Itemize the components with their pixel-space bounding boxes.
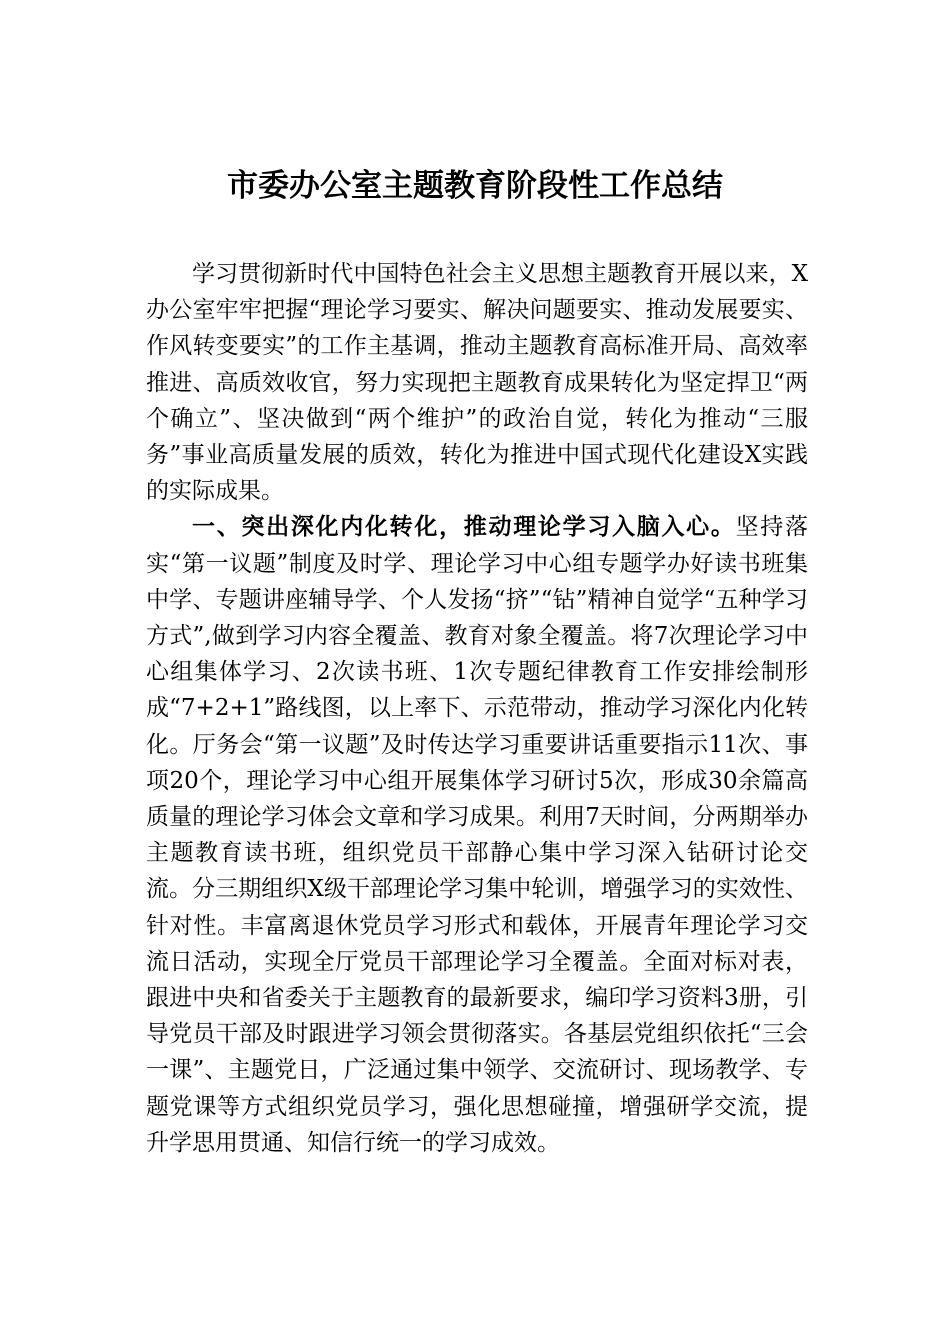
document-body [146, 256, 808, 1161]
section-one-text: 坚持落实“第一议题”制度及时学、理论学习中心组专题学办好读书班集中学、专题讲座辅导学、个人发扬“挤”“钻”精神自觉学“五种学习方式”,做到学习内容全覆盖、教育对象全覆盖。将7次理论学习中心组集体学习、2次读书班、1次专题纪律教育工作安排绘制形成“7+2+1”路线图，以上率下、示范带动，推动学习深化内化转化。厅务会“第一议题”及时传达学习重要讲话重要指示11次、事项20个，理论学习中心组开展集体学习研讨5次，形成30余篇高质量的理论学习体会文章和学习成果。利用7天时间，分两期举办主题教育读书班，组织党员干部静心集中学习深入钻研讨论交流。分三期组织X级干部理论学习集中轮训，增强学习的实效性、针对性。丰富离退休党员学习形式和载体，开展青年理论学习交流日活动，实现全厅党员干部理论学习全覆盖。全面对标对表，跟进中央和省委关于主题教育的最新要求，编印学习资料3册，引导党员干部及时跟进学习领会贯彻落实。各基层党组织依托“三会一课”、主题党日，广泛通过集中领学、交流研讨、现场教学、专题党课等方式组织党员学习，强化思想碰撞，增强研学交流，提升学思用贯通、知信行统一的学习成效。 [146, 514, 809, 1156]
section-one-heading: 一、突出深化内化转化，推动理论学习入脑入心。 [192, 514, 736, 541]
intro-paragraph [146, 256, 808, 509]
document-title: 市委办公室主题教育阶段性工作总结 [227, 168, 723, 204]
section-one-paragraph [146, 509, 808, 1161]
intro-paragraph-text: 学习贯彻新时代中国特色社会主义思想主题教育开展以来，X办公室牢牢把握“理论学习要实、解决问题要实、推动发展要实、作风转变要实”的工作主基调，推动主题教育高标准开局、高效率推进、高质效收官，努力实现把主题教育成果转化为坚定捍卫“两个确立”、坚决做到“两个维护”的政治自觉，转化为推动“三服务”事业高质量发展的质效，转化为推进中国式现代化建设X实践的实际成果。 [146, 261, 808, 505]
